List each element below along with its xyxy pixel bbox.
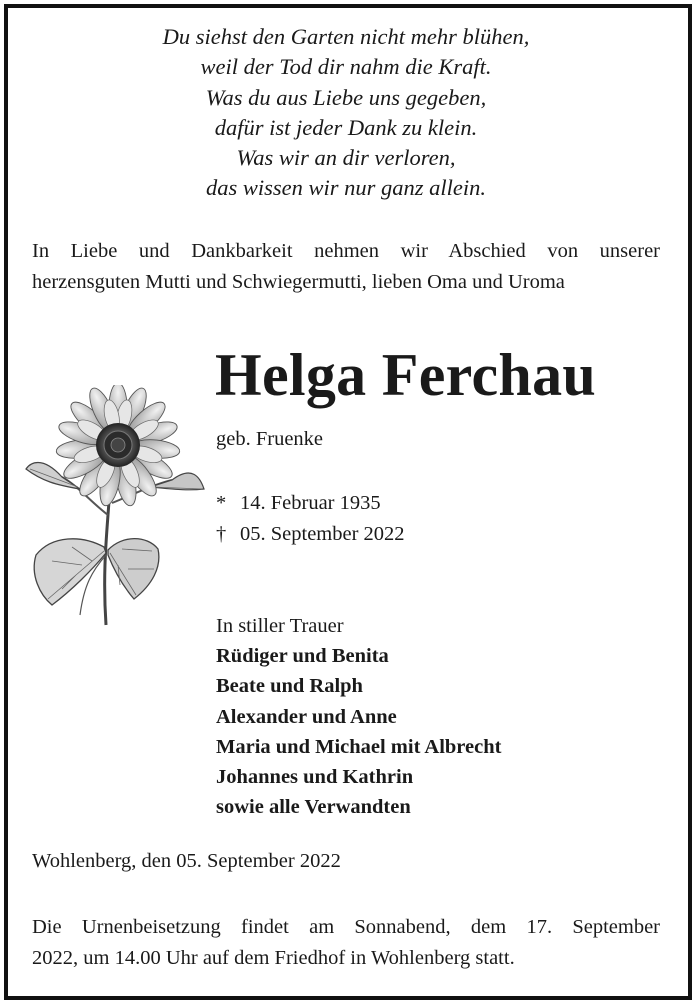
poem-line: Du siehst den Garten nicht mehr blühen,	[162, 24, 530, 49]
poem-line: das wissen wir nur ganz allein.	[205, 175, 487, 201]
poem-line: dafür ist jeder Dank zu klein.	[214, 114, 478, 140]
intro-line: herzensguten Mutti und Schwiegermutti, lieben Oma und Uroma	[32, 271, 565, 293]
maiden-name: geb. Fruenke	[216, 428, 324, 450]
mourner-name: Maria und Michael mit Albrecht	[216, 735, 502, 758]
poem-line: Was du aus Liebe uns gegeben,	[205, 84, 487, 110]
deceased-name: Helga Ferchau	[215, 342, 597, 408]
place-date: Wohlenberg, den 05. September 2022	[32, 850, 341, 872]
life-dates	[216, 488, 405, 550]
mourners	[216, 611, 501, 822]
burial-line: 2022, um 14.00 Uhr auf dem Friedhof in Wohlenberg statt.	[32, 947, 515, 969]
cross-icon: †	[216, 523, 227, 545]
mourner-name: Johannes und Kathrin	[216, 766, 414, 789]
sunflower-icon	[22, 385, 212, 635]
burial-line: Die Urnenbeisetzung findet am Sonnabend, dem 17. September	[32, 916, 660, 938]
poem-line: Was wir an dir verloren,	[236, 145, 456, 171]
birth-star-icon: *	[216, 492, 227, 514]
intro-line: In Liebe und Dankbarkeit nehmen wir Abschied von unserer	[32, 240, 660, 262]
poem	[0, 22, 692, 204]
mourner-name: Rüdiger und Benita	[216, 645, 389, 668]
mourner-name: Alexander und Anne	[216, 705, 397, 728]
burial-notice	[32, 912, 660, 974]
birth-date: 14. Februar 1935	[240, 492, 381, 514]
mourner-name: Beate und Ralph	[216, 675, 363, 698]
intro-text	[32, 236, 660, 298]
birth-line	[216, 488, 405, 519]
death-date: 05. September 2022	[240, 523, 405, 545]
death-line	[216, 519, 405, 550]
mourners-heading: In stiller Trauer	[216, 615, 344, 637]
mourner-name: sowie alle Verwandten	[216, 796, 411, 819]
poem-line: weil der Tod dir nahm die Kraft.	[200, 54, 492, 80]
